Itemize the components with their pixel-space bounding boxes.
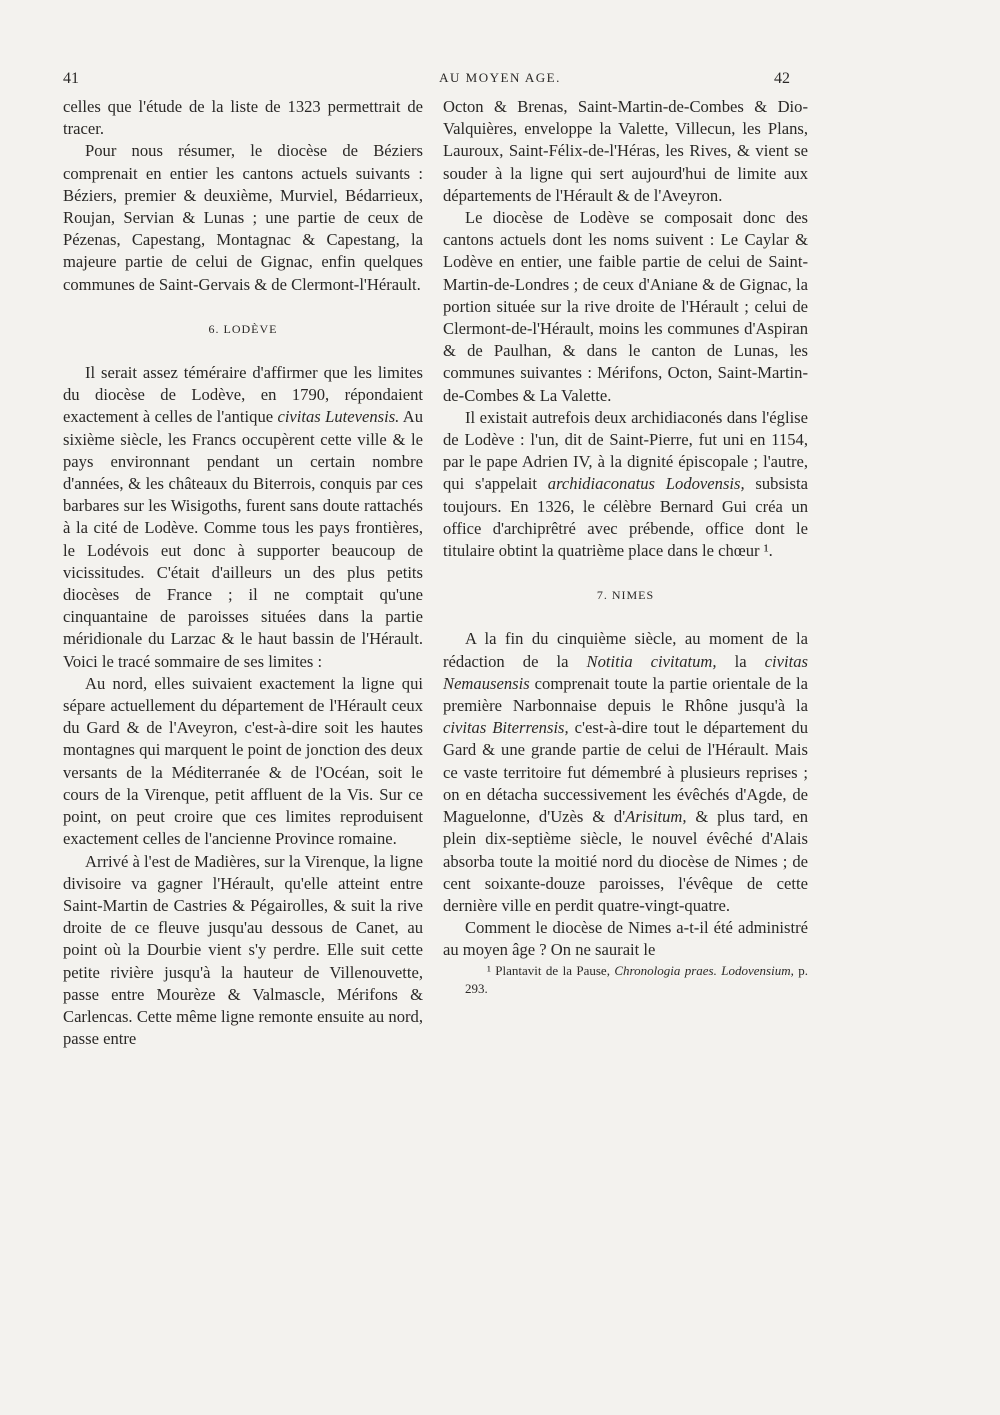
paragraph [63, 362, 423, 673]
paragraph: Le diocèse de Lodève se composait donc des cantons actuels dont les noms suivent : Le Caylar & Lodève en entier, une faible partie de celui de Saint-Martin-de-Londres ; de ceux d'Aniane & de Gignac, la portion située sur la rive droite de l'Hérault ; celui de Clermont-de-l'Hérault, moins les communes d'Aspiran & de Paulhan, & dans le canton de Lunas, les communes suivantes : Mérifons, Octon, Saint-Martin-de-Combes & La Valette. [443, 208, 808, 405]
page-number-right: 42 [774, 70, 790, 87]
paragraph: Pour nous résumer, le diocèse de Béziers comprenait en entier les cantons actuels suivants : Béziers, premier & deuxième, Murviel, Bédarrieux, Roujan, Servian & Lunas ; une partie de ceux de Pézenas, Capestang, Montagnac & Capestang, la majeure partie de celui de Gignac, enfin quelques communes de Saint-Gervais & de Clermont-l'Hérault. [63, 141, 423, 294]
text-run: Il serait assez téméraire d'affirmer que les limites du diocèse de Lodève, en 1790, répondaient exactement à celles de l'antique [63, 363, 423, 427]
section-heading: 6. LODÈVE [208, 321, 278, 336]
latin-term: civitas Lutevensis. [277, 407, 400, 427]
text-run: subsista toujours. En 1326, le célèbre Bernard Gui créa un office d'archiprêtré avec prébende, office dont le titulaire obtint la quatrième place dans le chœur ¹. [443, 474, 808, 561]
text-run: ¹ Plantavit de la Pause, [487, 962, 610, 978]
right-column [443, 96, 808, 998]
text-run: la [734, 651, 747, 671]
paragraph: Comment le diocèse de Nimes a-t-il été administré au moyen âge ? On ne saurait le [443, 918, 808, 960]
text-run: A la fin du cinquième siècle, au moment de la rédaction de la [443, 629, 808, 671]
text-run: p. 293. [465, 962, 809, 996]
section-heading: 7. NIMES [596, 588, 655, 603]
latin-title: Chronologia praes. Lodovensium, [614, 962, 794, 978]
page-number-left: 41 [63, 70, 79, 87]
paragraph [443, 628, 808, 917]
text-run: c'est-à-dire tout le département du Gard & une grande partie de celui de l'Hérault. Mais ce vaste territoire fut démembré à plusieurs reprises ; on en détacha successivement les évêchés d'Agde, de Maguelonne, d'Uzès & d' [443, 718, 808, 827]
text-run: Il existait autrefois deux archidiaconés dans l'église de Lodève : l'un, dit de Saint-Pierre, fut uni en 1154, par le pape Adrien IV, à la dignité épiscopale ; l'autre, qui s'appelait [443, 407, 808, 494]
paragraph: Arrivé à l'est de Madières, sur la Virenque, la ligne divisoire va gagner l'Hérault, qu'elle atteint entre Saint-Martin de Castries & Pégairolles, & suit la rive droite de ce fleuve jusqu'au dessous de Canet, au point où la Dourbie vient s'y perdre. Elle suit cette petite rivière jusqu'à la hauteur de Villenouvette, passe entre Mourèze & Valmascle, Mérifons & Carlencas. Cette même ligne remonte ensuite au nord, passe entre [63, 851, 423, 1049]
text-run: comprenait toute la partie orientale de la première Narbonnaise depuis le Rhône jusqu'à la [443, 673, 808, 716]
latin-term: Notitia civitatum, [586, 651, 717, 671]
latin-term: Arisitum, [625, 807, 687, 827]
text-run: Au sixième siècle, les Francs occupèrent cette ville & le pays environnant pendant un certain nombre d'années, & les châteaux du Biterrois, conquis par ces barbares sur les Wisigoths, furent sans doute rattachés à la cité de Lodève. Comme tous les pays frontières, le Lodévois eut donc à supporter beaucoup de vicissitudes. C'était d'ailleurs un des plus petits diocèses de France ; il ne comptait qu'une cinquantaine de paroisses situées dans la partie méridionale du Larzac & le haut bassin de l'Hérault. Voici le tracé sommaire de ses limites : [63, 407, 424, 671]
latin-term: civitas Nemausensis [443, 651, 808, 693]
left-column [63, 96, 423, 1050]
paragraph [443, 407, 808, 562]
paragraph: Au nord, elles suivaient exactement la ligne qui sépare actuellement du département de l'Hérault ceux du Gard & de l'Aveyron, c'est-à-dire soit les hautes montagnes qui marquent le point de jonction des deux versants de la Méditerranée & de l'Océan, soit le cours de la Virenque, petit affluent de la Vis. Sur ce point, on peut croire que ces limites reproduisent exactement celles de l'ancienne Province romaine. [63, 673, 423, 849]
paragraph: celles que l'étude de la liste de 1323 permettrait de tracer. [63, 97, 423, 139]
latin-term: civitas Biterrensis, [443, 718, 569, 738]
running-title: AU MOYEN AGE. [439, 70, 561, 85]
paragraph: Octon & Brenas, Saint-Martin-de-Combes & Dio-Valquières, enveloppe la Valette, Villecun, les Plans, Lauroux, Saint-Félix-de-l'Héras, les Rives, & vient se souder à la ligne qui sert aujourd'hui de limite aux départements de l'Hérault & de l'Aveyron. [443, 97, 808, 205]
latin-term: archidiaconatus Lodovensis, [547, 474, 745, 494]
text-run: & plus tard, en plein dix-septième siècle, le nouvel évêché d'Alais absorba toute la moitié nord du diocèse de Nimes ; de cent soixante-douze paroisses, l'évêque de cette dernière ville en perdit quatre-vingt-quatre. [443, 807, 808, 915]
footnote [443, 962, 808, 998]
